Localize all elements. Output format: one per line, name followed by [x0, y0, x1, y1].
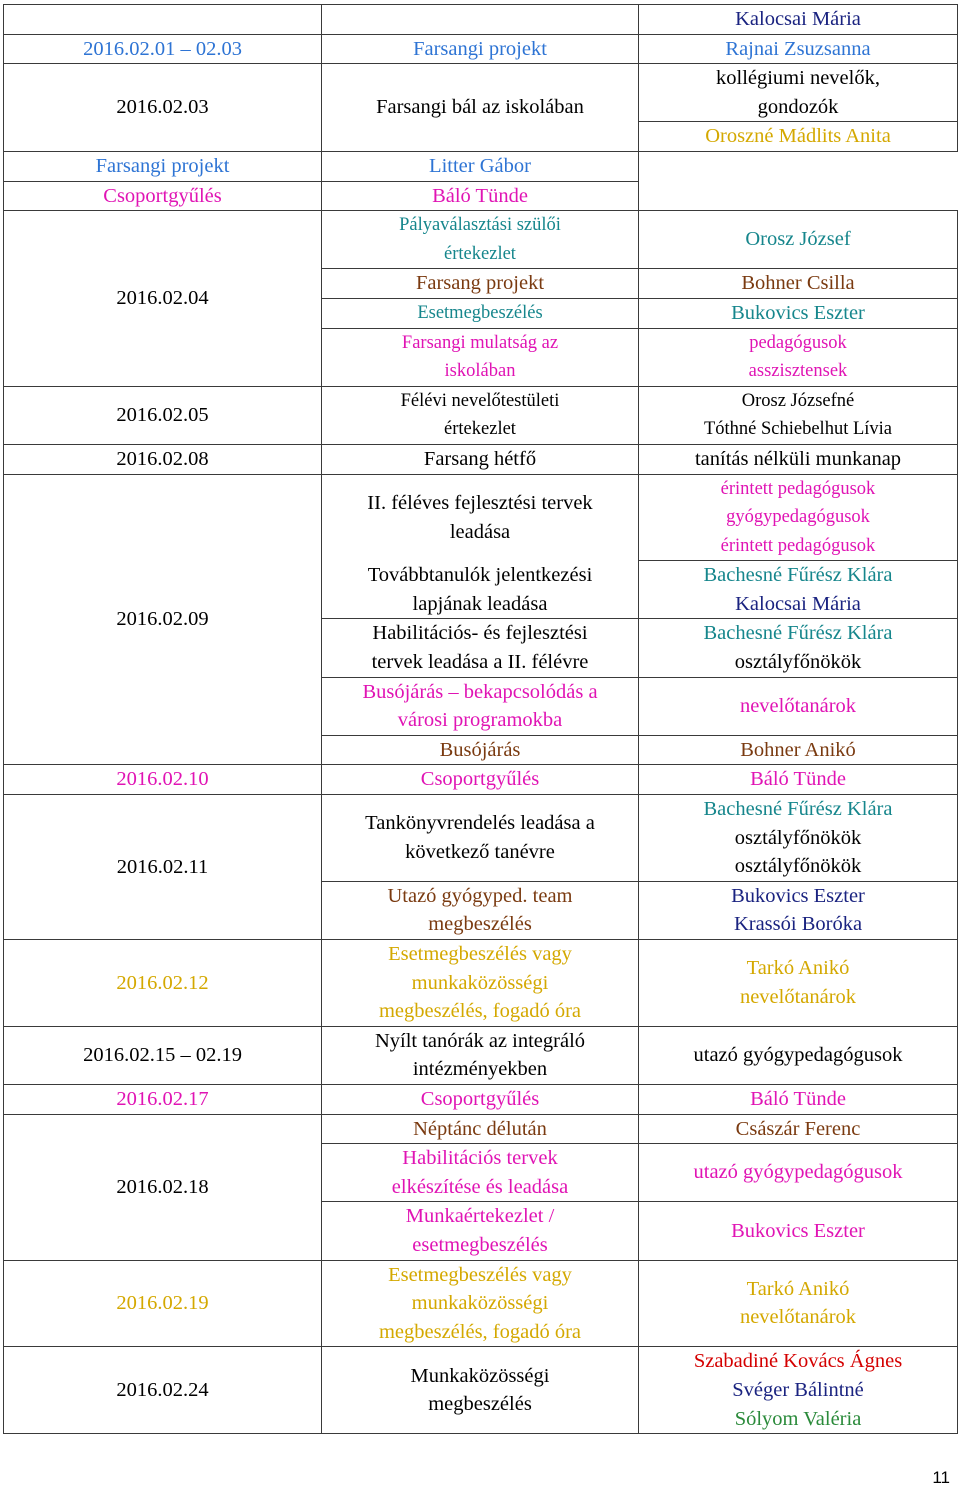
responsible-cell	[639, 1114, 958, 1144]
date-text: 2016.02.19	[116, 1292, 209, 1315]
cell-line: nevelőtanárok	[739, 985, 857, 1008]
cell-line: Farsangi mulatság az	[401, 332, 559, 353]
date-text: 2016.02.12	[116, 971, 209, 994]
cell-line: Busójárás	[439, 738, 521, 761]
cell-line: osztályfőnökök	[734, 855, 862, 878]
responsible-cell	[639, 940, 958, 1027]
responsible-cell	[639, 1144, 958, 1202]
cell-line: Pályaválasztási szülői	[399, 215, 561, 236]
date-text: 2016.02.09	[116, 608, 209, 631]
event-cell	[322, 1114, 639, 1144]
date-cell	[4, 795, 322, 940]
cell-line: gondozók	[757, 95, 839, 118]
responsible-cell	[322, 151, 639, 181]
event-cell	[322, 444, 639, 474]
schedule-row	[4, 386, 958, 444]
cell-line: Bachesné Fűrész Klára	[703, 622, 893, 645]
event-cell	[322, 386, 639, 444]
date-cell	[4, 765, 322, 795]
cell-line: Bukovics Eszter	[731, 1219, 865, 1242]
schedule-table	[3, 4, 958, 1434]
cell-line: munkaközösségi	[411, 971, 549, 994]
schedule-row	[4, 1347, 958, 1434]
responsible-cell	[639, 765, 958, 795]
cell-line: tervek leadása a II. félévre	[371, 651, 589, 674]
schedule-row	[4, 1026, 958, 1084]
date-text: 2016.02.24	[116, 1378, 209, 1401]
date-cell	[4, 1114, 322, 1260]
cell-line: értekezlet	[444, 419, 516, 440]
cell-line: érintett pedagógusok	[720, 535, 876, 556]
cell-line: Esetmegbeszélés vagy	[388, 1263, 572, 1286]
cell-line: Báló Tünde	[750, 1087, 846, 1110]
responsible-cell	[322, 181, 639, 211]
responsible-cell	[639, 269, 958, 299]
schedule-row	[4, 151, 958, 181]
cell-line: munkaközösségi	[411, 1292, 549, 1315]
event-cell	[322, 269, 639, 299]
cell-line: lapjának leadása	[412, 592, 548, 615]
event-cell	[322, 795, 639, 882]
responsible-cell	[639, 1026, 958, 1084]
cell-line: Néptánc délután	[413, 1117, 547, 1140]
event-cell	[4, 151, 322, 181]
cell-line: Kalocsai Mária	[735, 592, 861, 615]
event-cell	[322, 735, 639, 765]
responsible-cell	[639, 64, 958, 122]
schedule-row	[4, 5, 958, 35]
cell-line: iskolában	[444, 361, 516, 382]
date-cell	[4, 1084, 322, 1114]
cell-line: megbeszélés, fogadó óra	[378, 1320, 582, 1343]
cell-line: megbeszélés	[428, 1393, 532, 1416]
cell-line: Csoportgyűlés	[420, 1087, 540, 1110]
cell-line: Litter Gábor	[429, 154, 531, 177]
date-cell	[4, 64, 322, 152]
cell-line: utazó gyógypedagógusok	[693, 1044, 903, 1067]
schedule-row	[4, 1084, 958, 1114]
event-cell	[322, 298, 639, 328]
cell-line: Báló Tünde	[432, 184, 528, 207]
event-cell	[322, 34, 639, 64]
cell-line: intézményekben	[412, 1058, 548, 1081]
cell-line: Tarkó Anikó	[746, 1277, 850, 1300]
event-cell	[322, 1026, 639, 1084]
cell-line: nevelőtanárok	[739, 694, 857, 717]
cell-line: Csoportgyűlés	[420, 768, 540, 791]
schedule-row	[4, 34, 958, 64]
event-cell	[322, 1084, 639, 1114]
cell-line: Kalocsai Mária	[735, 8, 861, 30]
date-cell	[4, 5, 322, 35]
responsible-cell	[639, 1084, 958, 1114]
date-text: 2016.02.11	[116, 855, 209, 878]
cell-line: Bohner Csilla	[741, 272, 855, 295]
event-cell	[322, 328, 639, 386]
cell-line: Busójárás – bekapcsolódás a	[362, 680, 598, 703]
event-cell	[322, 1347, 639, 1434]
event-cell	[322, 940, 639, 1027]
cell-line: Bukovics Eszter	[731, 301, 865, 324]
date-text: 2016.02.18	[116, 1175, 209, 1198]
event-cell	[322, 5, 639, 35]
date-text: 2016.02.05	[116, 404, 209, 427]
cell-line: II. féléves fejlesztési tervek	[367, 492, 593, 515]
event-cell	[322, 881, 639, 939]
responsible-cell	[639, 444, 958, 474]
cell-line: Orosz Józsefné	[741, 390, 855, 411]
cell-line: Farsang projekt	[415, 272, 545, 295]
responsible-cell	[639, 122, 958, 152]
event-cell	[322, 619, 639, 677]
schedule-row	[4, 474, 958, 561]
cell-line: megbeszélés, fogadó óra	[378, 1000, 582, 1023]
cell-line: osztályfőnökök	[734, 826, 862, 849]
cell-line: tanítás nélküli munkanap	[694, 447, 902, 470]
cell-line: Báló Tünde	[750, 768, 846, 791]
date-cell	[4, 1026, 322, 1084]
schedule-row	[4, 795, 958, 882]
date-cell	[4, 34, 322, 64]
responsible-cell	[639, 211, 958, 269]
schedule-row	[4, 1114, 958, 1144]
cell-line: Farsangi projekt	[413, 37, 547, 60]
responsible-cell	[639, 5, 958, 35]
date-text: 2016.02.17	[116, 1087, 209, 1110]
schedule-row	[4, 211, 958, 269]
date-cell	[4, 1347, 322, 1434]
date-cell	[4, 444, 322, 474]
date-text: 2016.02.03	[116, 96, 209, 119]
cell-line: Utazó gyógyped. team	[387, 884, 573, 907]
cell-line: Bachesné Fűrész Klára	[703, 798, 893, 821]
schedule-row	[4, 444, 958, 474]
cell-line: Esetmegbeszélés	[417, 302, 543, 323]
cell-line: Szabadiné Kovács Ágnes	[693, 1350, 903, 1373]
date-text: 2016.02.10	[116, 768, 209, 791]
cell-line: Félévi nevelőtestületi	[400, 390, 560, 411]
cell-line: utazó gyógypedagógusok	[693, 1161, 903, 1184]
cell-line: Svéger Bálintné	[732, 1378, 864, 1401]
page-number: 11	[932, 1468, 950, 1487]
responsible-cell	[639, 677, 958, 735]
date-cell	[4, 1260, 322, 1347]
date-cell	[4, 474, 322, 765]
event-cell	[322, 474, 639, 561]
event-cell	[322, 677, 639, 735]
responsible-cell	[639, 298, 958, 328]
cell-line: nevelőtanárok	[739, 1306, 857, 1329]
cell-line: elkészítése és leadása	[391, 1175, 569, 1198]
cell-line: Krassói Boróka	[733, 913, 863, 936]
responsible-cell	[639, 474, 958, 561]
cell-line: Farsang hétfő	[423, 447, 537, 470]
cell-line: Munkaközösségi	[410, 1364, 550, 1387]
cell-line: esetmegbeszélés	[412, 1233, 548, 1256]
responsible-cell	[639, 619, 958, 677]
schedule-row	[4, 1260, 958, 1347]
event-cell	[322, 1144, 639, 1202]
cell-line: Továbbtanulók jelentkezési	[367, 564, 593, 587]
event-cell	[322, 1202, 639, 1260]
cell-line: Sólyom Valéria	[734, 1407, 862, 1430]
date-text: 2016.02.01 – 02.03	[83, 37, 242, 60]
cell-line: Farsangi bál az iskolában	[376, 96, 584, 119]
cell-line: Bachesné Fűrész Klára	[703, 564, 893, 587]
cell-line: osztályfőnökök	[734, 651, 862, 674]
cell-line: Nyílt tanórák az integráló	[374, 1029, 586, 1052]
cell-line: Habilitációs- és fejlesztési	[372, 622, 588, 645]
cell-line: Tankönyvrendelés leadása a	[365, 812, 595, 835]
cell-line: értekezlet	[444, 243, 516, 264]
date-text: 2016.02.08	[116, 447, 209, 470]
cell-line: Oroszné Mádlits Anita	[705, 125, 891, 148]
date-text: 2016.02.04	[116, 287, 209, 310]
cell-line: Munkaértekezlet /	[405, 1205, 555, 1228]
cell-line: Orosz József	[745, 228, 851, 251]
cell-line: pedagógusok	[749, 332, 847, 353]
responsible-cell	[639, 735, 958, 765]
cell-line: kollégiumi nevelők,	[716, 67, 880, 90]
cell-line: Tóthné Schiebelhut Lívia	[703, 419, 893, 440]
responsible-cell	[639, 795, 958, 882]
date-cell	[4, 211, 322, 387]
cell-line: asszisztensek	[748, 361, 848, 382]
cell-line: megbeszélés	[428, 913, 532, 936]
date-text: 2016.02.15 – 02.19	[83, 1044, 242, 1067]
responsible-cell	[639, 34, 958, 64]
cell-line: gyógypedagógusok	[726, 507, 870, 528]
cell-line: Bohner Anikó	[740, 738, 856, 761]
schedule-row	[4, 940, 958, 1027]
cell-line: Esetmegbeszélés vagy	[388, 943, 572, 965]
schedule-row	[4, 64, 958, 122]
responsible-cell	[639, 561, 958, 619]
event-cell	[322, 211, 639, 269]
responsible-cell	[639, 881, 958, 939]
event-cell	[322, 765, 639, 795]
cell-line: Bukovics Eszter	[731, 884, 865, 907]
cell-line: Farsangi projekt	[95, 154, 230, 177]
schedule-body	[4, 5, 958, 1434]
responsible-cell	[639, 328, 958, 386]
event-cell	[322, 561, 639, 619]
cell-line: leadása	[449, 520, 511, 543]
event-cell	[4, 181, 322, 211]
cell-line: Császár Ferenc	[735, 1117, 861, 1140]
responsible-cell	[639, 386, 958, 444]
cell-line: érintett pedagógusok	[720, 478, 876, 499]
responsible-cell	[639, 1260, 958, 1347]
cell-line: Habilitációs tervek	[402, 1147, 558, 1170]
date-cell	[4, 940, 322, 1027]
cell-line: Csoportgyűlés	[103, 184, 222, 207]
responsible-cell	[639, 1202, 958, 1260]
event-cell	[322, 64, 639, 152]
cell-line: Rajnai Zsuzsanna	[725, 37, 871, 60]
date-cell	[4, 386, 322, 444]
cell-line: Tarkó Anikó	[746, 957, 850, 980]
event-cell	[322, 1260, 639, 1347]
responsible-cell	[639, 1347, 958, 1434]
schedule-row	[4, 765, 958, 795]
cell-line: következő tanévre	[405, 840, 555, 863]
schedule-row	[4, 181, 958, 211]
cell-line: városi programokba	[397, 709, 563, 732]
